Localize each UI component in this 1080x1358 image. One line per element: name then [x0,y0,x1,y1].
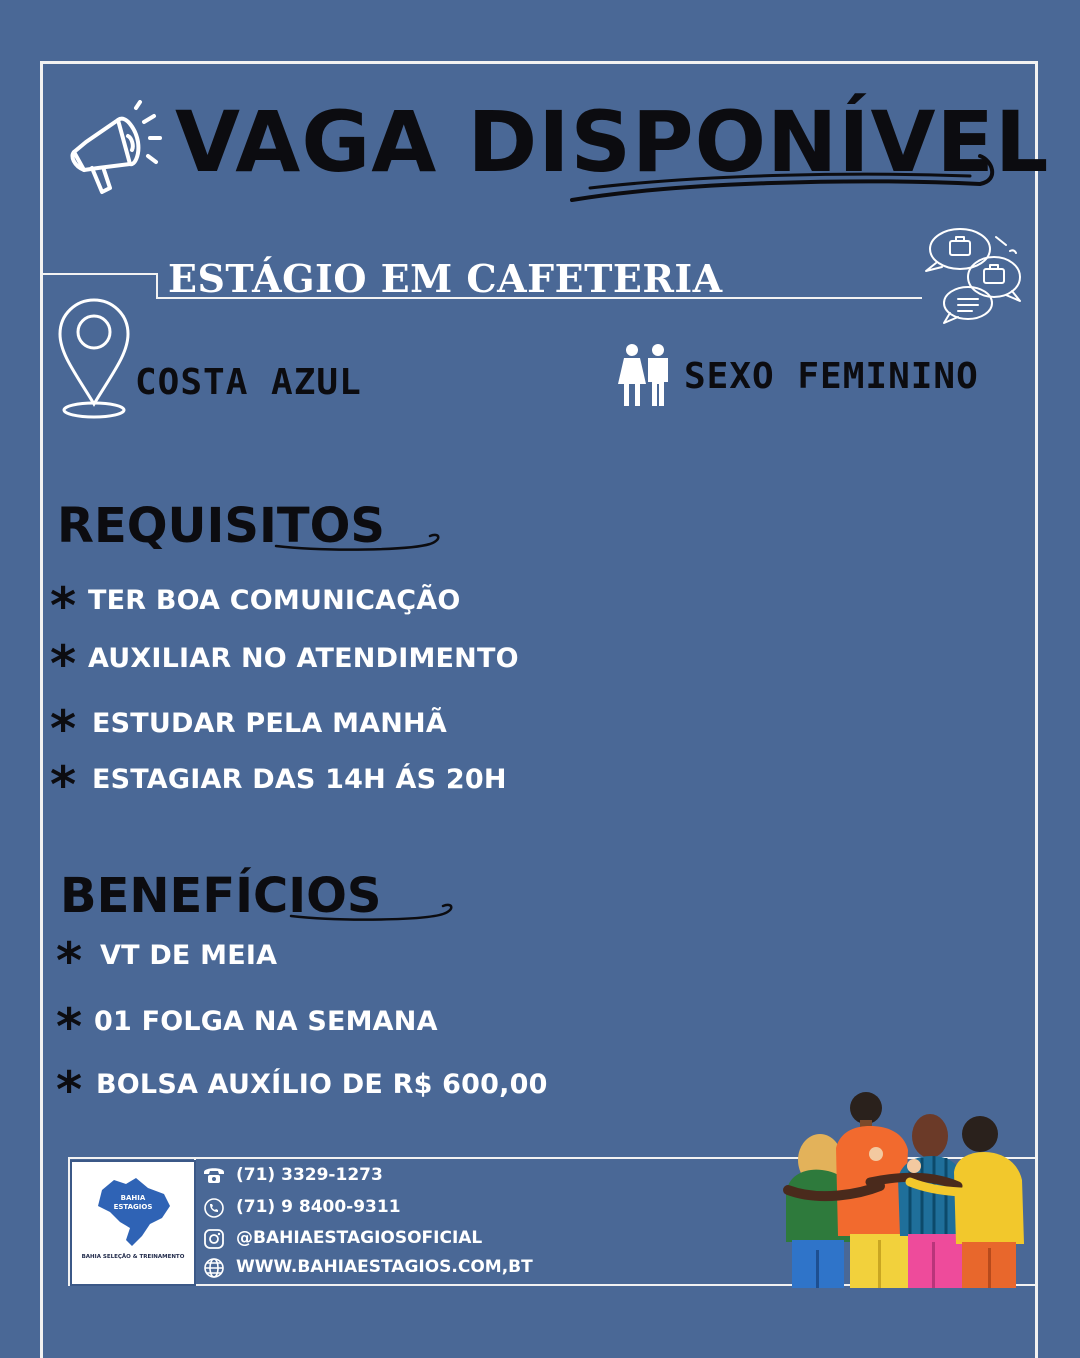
requirement-text: AUXILIAR NO ATENDIMENTO [88,643,519,674]
benefit-text: BOLSA AUXÍLIO DE R$ 600,00 [96,1069,548,1100]
logo-caption: BAHIA SELEÇÃO & TREINAMENTO [81,1254,185,1260]
frame-left [40,61,43,1358]
phone-icon [202,1163,226,1187]
requirement-text: TER BOA COMUNICAÇÃO [88,585,461,616]
asterisk-bullet: * [50,756,77,814]
page-title: VAGA DISPONÍVEL [175,93,1050,191]
contact-instagram: @BAHIAESTAGIOSOFICIAL [236,1228,483,1248]
requirements-heading: REQUISITOS [57,498,385,554]
requirements-underline [270,526,450,556]
asterisk-bullet: * [56,932,83,990]
megaphone-icon [66,100,162,200]
asterisk-bullet: * [50,635,77,693]
job-gender: SEXO FEMININO [684,356,979,397]
people-icon [618,344,672,406]
globe-icon [202,1256,226,1280]
subtitle-line-left [40,273,158,275]
benefits-heading: BENEFÍCIOS [60,868,382,924]
logo-title-line-2: ESTAGIOS [113,1203,153,1211]
brazil-map-icon [92,1172,174,1250]
title-swoosh [560,140,1010,220]
contact-website: WWW.BAHIAESTAGIOS.COM,BT [236,1257,533,1277]
asterisk-bullet: * [56,1061,83,1119]
whatsapp-icon [202,1196,226,1220]
contact-phone: (71) 3329-1273 [236,1165,383,1185]
logo-title-line-1: BAHIA [120,1194,146,1202]
company-logo [72,1162,194,1284]
location-pin-icon [56,296,134,422]
asterisk-bullet: * [50,577,77,635]
group-hug-illustration [780,1090,1030,1288]
asterisk-bullet: * [56,998,83,1056]
contact-whatsapp: (71) 9 8400-9311 [236,1197,401,1217]
briefcase-chat-icon [916,225,1028,327]
requirement-text: ESTAGIAR DAS 14H ÁS 20H [92,764,507,795]
footer-line-left [68,1157,70,1286]
frame-right [1035,61,1038,1358]
frame-top [40,61,1038,64]
benefits-underline [285,896,465,926]
instagram-icon [202,1227,226,1251]
requirement-text: ESTUDAR PELA MANHÃ [92,708,447,739]
job-subtitle: ESTÁGIO EM CAFETERIA [168,256,723,301]
job-location: COSTA AZUL [135,362,362,403]
footer-line-divider [194,1157,196,1286]
benefit-text: VT DE MEIA [100,940,278,971]
asterisk-bullet: * [50,700,77,758]
benefit-text: 01 FOLGA NA SEMANA [94,1006,438,1037]
subtitle-line-vert [156,273,158,299]
